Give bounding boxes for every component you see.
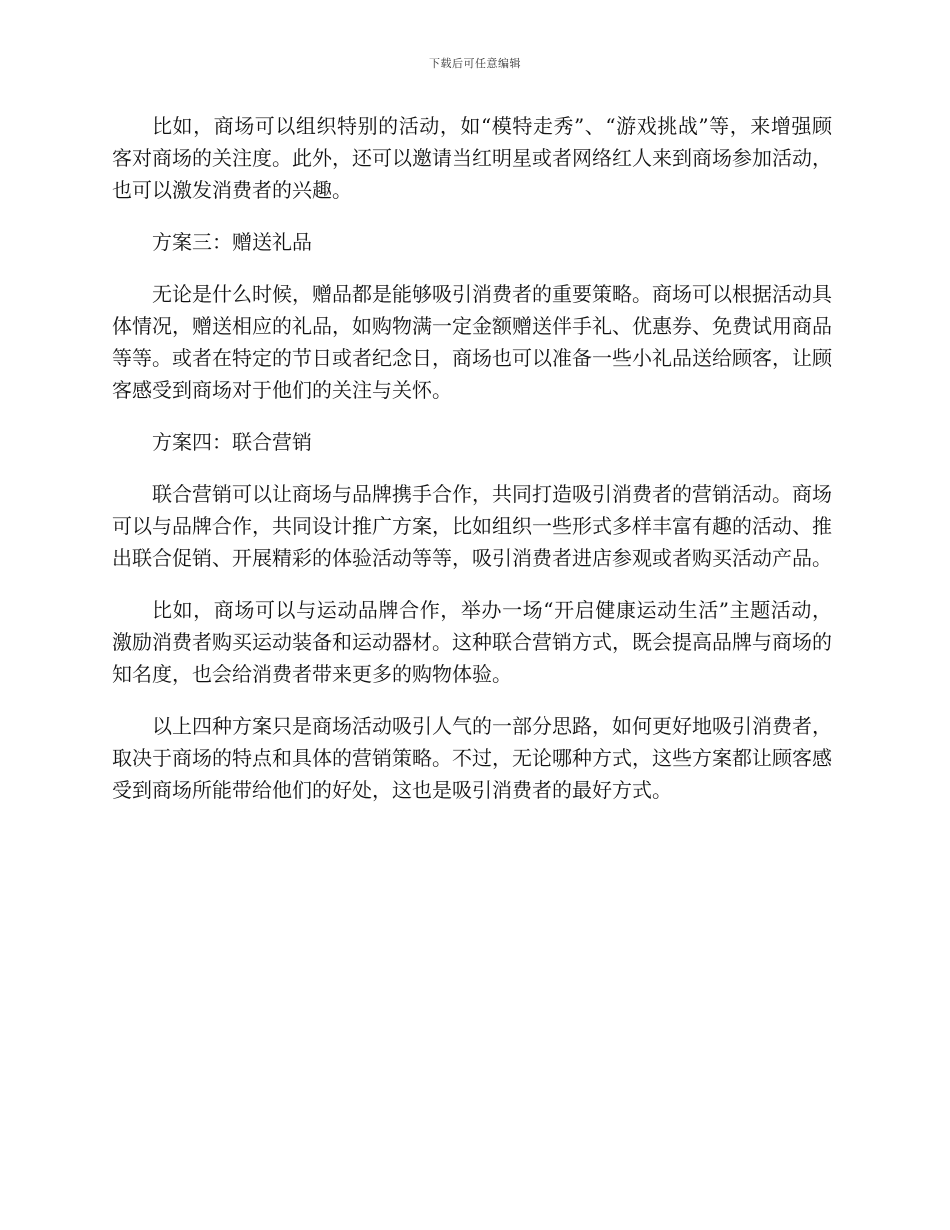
paragraph-gifts: 无论是什么时候，赠品都是能够吸引消费者的重要策略。商场可以根据活动具体情况，赠送相应的礼品，如购物满一定金额赠送伴手礼、优惠券、免费试用商品等等。或者在特定的节日或者纪念日，商场也可以准备一些小礼品送给顾客，让顾客感受到商场对于他们的关注与关怀。 [112,282,832,402]
page-header: 下载后可任意编辑 [429,57,521,70]
paragraph-conclusion: 以上四种方案只是商场活动吸引人气的一部分思路，如何更好地吸引消费者，取决于商场的特点和具体的营销策略。不过，无论哪种方式，这些方案都让顾客感受到商场所能带给他们的好处，这也是吸引消费者的最好方式。 [112,714,832,802]
paragraph-activities-example: 比如，商场可以组织特别的活动，如“模特走秀”、“游戏挑战”等，来增强顾客对商场的关注度。此外，还可以邀请当红明星或者网络红人来到商场参加活动，也可以激发消费者的兴趣。 [112,114,832,202]
document-body [112,110,832,826]
section-heading-plan-four: 方案四：联合营销 [152,430,312,454]
paragraph-joint-marketing: 联合营销可以让商场与品牌携手合作，共同打造吸引消费者的营销活动。商场可以与品牌合作，共同设计推广方案，比如组织一些形式多样丰富有趣的活动、推出联合促销、开展精彩的体验活动等等，吸引消费者进店参观或者购买活动产品。 [112,482,832,570]
paragraph-sports-brand-example: 比如，商场可以与运动品牌合作，举办一场“开启健康运动生活”主题活动，激励消费者购买运动装备和运动器材。这种联合营销方式，既会提高品牌与商场的知名度，也会给消费者带来更多的购物体验。 [112,598,832,686]
section-heading-plan-three: 方案三：赠送礼品 [152,230,312,254]
